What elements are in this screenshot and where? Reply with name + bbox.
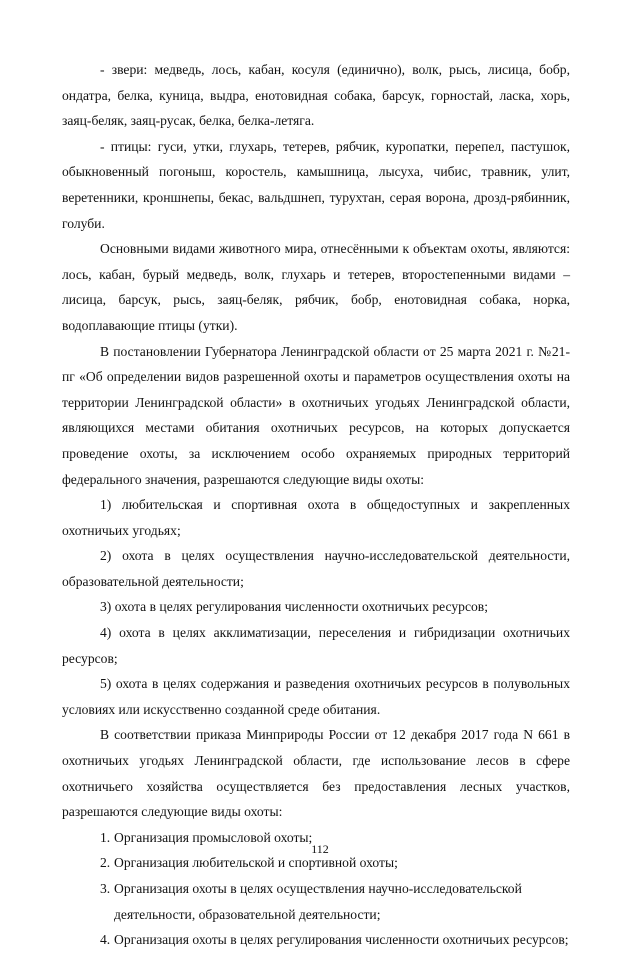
list-item-text: Организация любительской и спортивной охоты; (114, 855, 398, 871)
list-item-text: Организация охоты в целях осуществления научно-исследовательской деятельности, образовательной деятельности; (114, 881, 522, 922)
page-number: 112 (311, 842, 329, 856)
list-item-number: 3. (100, 881, 111, 896)
list-item-text: Организация охоты в целях регулирования численности охотничьих ресурсов; (114, 932, 569, 948)
paragraph-hunting-type-1: 1) любительская и спортивная охота в общедоступных и закрепленных охотничьих угодьях; (62, 497, 570, 538)
page-body (62, 57, 570, 953)
list-item-number: 2. (100, 855, 111, 871)
list-item-number: 4. (100, 932, 111, 948)
list-item (62, 927, 570, 953)
paragraph-hunting-type-4: 4) охота в целях акклиматизации, переселения и гибридизации охотничьих ресурсов; (62, 625, 570, 666)
paragraph-governor-decree: В постановлении Губернатора Ленинградской области от 25 марта 2021 г. №21-пг «Об определении видов разрешенной охоты и параметров осуществления охоты на территории Ленинградской области» в охотничьих угодьях Ленинградской области, являющихся местами обитания охотничьих ресурсов, на которых допускается проведение охоты, за исключением особо охраняемых природных территорий федерального значения, разрешаются следующие виды охоты: (62, 343, 570, 487)
paragraph-mammals: - звери: медведь, лось, кабан, косуля (единично), волк, рысь, лисица, бобр, ондатра, белка, куница, выдра, енотовидная собака, барсук, горностай, ласка, хорь, заяц-беляк, заяц-русак, белка, белка-летяга. (62, 62, 570, 129)
list-item-number: 1. (100, 829, 111, 845)
list-item-text: Организация промысловой охоты; (114, 829, 313, 845)
paragraph-main-species: Основными видами животного мира, отнесёнными к объектам охоты, являются: лось, кабан, бурый медведь, волк, глухарь и тетерев, второстепенными видами – лисица, барсук, рысь, заяц-беляк, рябчик, бобр, енотовидная собака, норка, водоплавающие птицы (утки). (62, 241, 570, 333)
paragraph-hunting-type-2: 2) охота в целях осуществления научно-исследовательской деятельности, образовательной деятельности; (62, 548, 570, 589)
paragraph-birds: - птицы: гуси, утки, глухарь, тетерев, рябчик, куропатки, перепел, пастушок, обыкновенный погоныш, коростель, камышница, лысуха, чибис, травник, улит, веретенники, кроншнепы, бекас, вальдшнеп, турухтан, серая ворона, дрозд-рябинник, голуби. (62, 138, 570, 231)
list-item (62, 876, 570, 927)
paragraph-ministry-order: В соответствии приказа Минприроды России от 12 декабря 2017 года N 661 в охотничьих угодьях Ленинградской области, где использование лесов в сфере охотничьего хозяйства осуществляется без предоставления лесных участков, разрешаются следующие виды охоты: (62, 727, 570, 820)
paragraph-hunting-type-3: 3) охота в целях регулирования численности охотничьих ресурсов; (100, 599, 488, 615)
paragraph-hunting-type-5: 5) охота в целях содержания и разведения охотничьих ресурсов в полувольных условиях или искусственно созданной среде обитания. (62, 676, 570, 717)
